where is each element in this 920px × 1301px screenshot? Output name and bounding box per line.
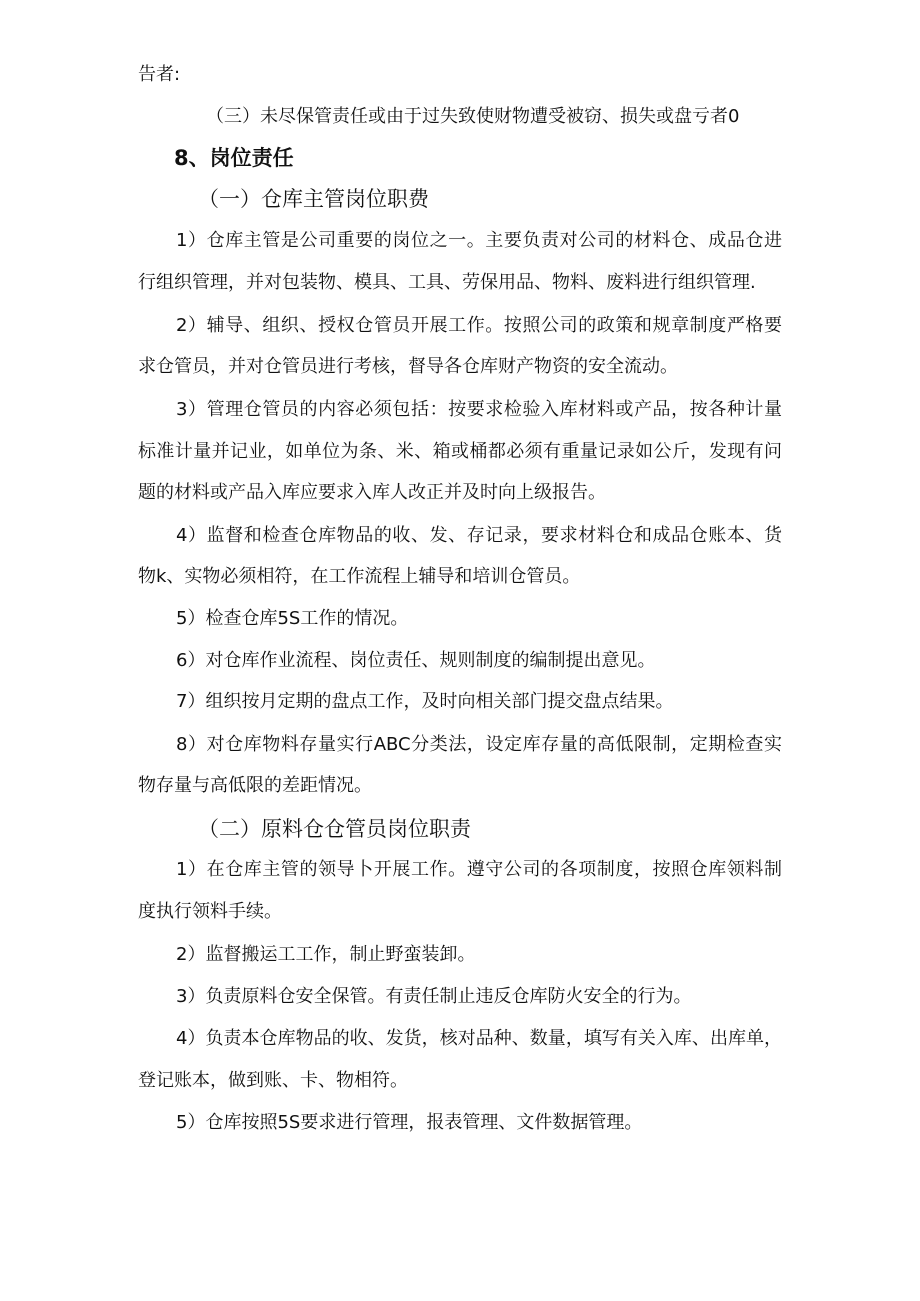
text-line-15: 6）对仓库作业流程、岗位责任、规则制度的编制提出意见。 xyxy=(176,650,656,671)
subsection-heading-1: （一）仓库主管岗位职费 xyxy=(198,187,429,211)
text-line-10: 标准计量并记业，如单位为条、米、箱或桶都必须有重量记录如公斤，发现有问 xyxy=(138,441,782,462)
text-line-13: 物k、实物必须相符，在工作流程上辅导和培训仓管员。 xyxy=(138,566,581,587)
text-line-18: 物存量与高低限的差距情况。 xyxy=(138,775,372,796)
text-line-14: 5）检查仓库5S工作的情况。 xyxy=(176,608,409,629)
text-line-9: 3）管理仓管员的内容必须包括：按要求检验入库材料或产品，按各种计量 xyxy=(176,399,782,420)
subsection-heading-2: （二）原料仓仓管员岗位职责 xyxy=(198,817,471,841)
text-line-8: 求仓管员，并对仓管员进行考核，督导各仓库财产物资的安全流动。 xyxy=(138,356,678,377)
text-line-5: 1）仓库主管是公司重要的岗位之一。主要负责对公司的材料仓、成品仓进 xyxy=(176,230,782,251)
text-line-2: （三）未尽保管责任或由于过失致使财物遭受被窃、损失或盘亏者0 xyxy=(206,106,740,127)
text-line-1: 告者: xyxy=(138,64,181,85)
text-line-12: 4）监督和检查仓库物品的收、发、存记录，要求材料仓和成品仓账本、货 xyxy=(176,525,782,546)
text-line-11: 题的材料或产品入库应要求入库人改正并及时向上级报告。 xyxy=(138,482,606,503)
text-line-16: 7）组织按月定期的盘点工作，及时向相关部门提交盘点结果。 xyxy=(176,691,674,712)
text-line-22: 2）监督搬运工工作，制止野蛮装卸。 xyxy=(176,944,476,965)
text-line-24: 4）负责本仓库物品的收、发货，核对品种、数量，填写有关入库、出库单， xyxy=(176,1028,782,1049)
text-line-26: 5）仓库按照5S要求进行管理，报表管理、文件数据管理。 xyxy=(176,1112,643,1133)
text-line-20: 1）在仓库主管的领导卜开展工作。遵守公司的各项制度，按照仓库领料制 xyxy=(176,859,782,880)
text-line-6: 行组织管理，并对包装物、模具、工具、劳保用品、物料、废料进行组织管理. xyxy=(138,272,756,293)
text-line-7: 2）辅导、组织、授权仓管员开展工作。按照公司的政策和规章制度严格要 xyxy=(176,315,782,336)
text-line-17: 8）对仓库物料存量实行ABC分类法，设定库存量的高低限制，定期检查实 xyxy=(176,734,782,755)
text-line-23: 3）负责原料仓安全保管。有责任制止违反仓库防火安全的行为。 xyxy=(176,986,692,1007)
section-heading-8: 8、岗位责任 xyxy=(174,146,294,170)
text-line-21: 度执行领料手续。 xyxy=(138,901,282,922)
text-line-25: 登记账本，做到账、卡、物相符。 xyxy=(138,1070,408,1091)
